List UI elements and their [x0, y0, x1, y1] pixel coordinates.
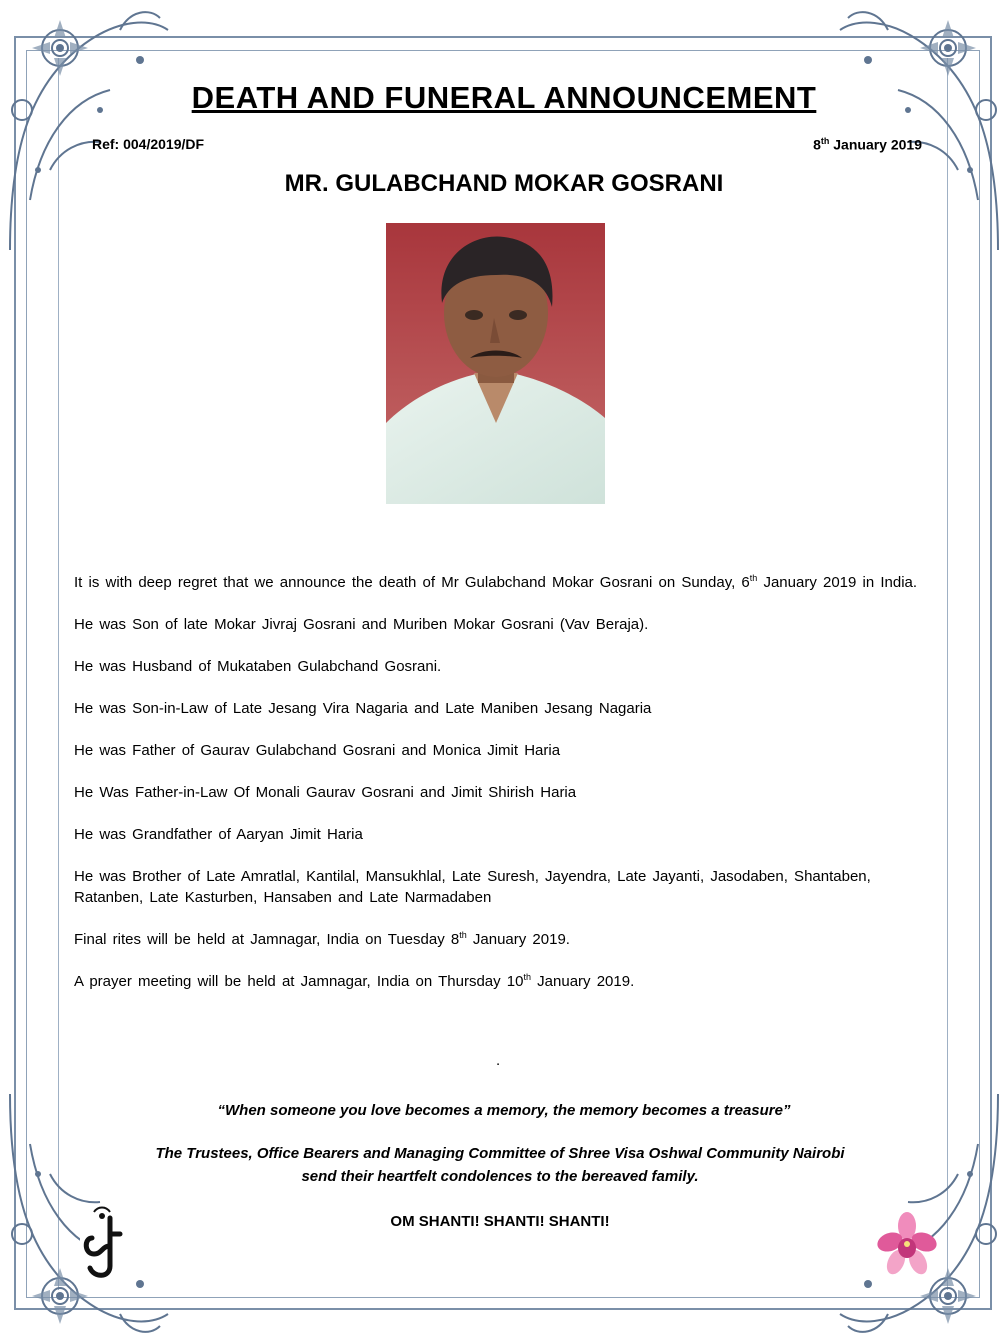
children-in-law-paragraph: He Was Father-in-Law Of Monali Gaurav Gosrani and Jimit Shirish Haria	[74, 784, 577, 801]
deceased-portrait-photo	[386, 223, 605, 504]
separator-dot: .	[496, 1052, 501, 1069]
jain-symbol-logo-icon	[80, 1206, 130, 1284]
parents-paragraph: He was Son of late Mokar Jivraj Gosrani and Muriben Mokar Gosrani (Vav Beraja).	[74, 616, 649, 633]
floral-corner-ornament-icon	[0, 0, 170, 260]
reference-number: Ref: 004/2019/DF	[92, 136, 205, 152]
ordinal-suffix: th	[459, 930, 467, 940]
floral-corner-ornament-icon	[838, 0, 1008, 260]
final-rites-paragraph	[74, 929, 933, 950]
om-shanti-text: OM SHANTI! SHANTI! SHANTI!	[390, 1213, 610, 1230]
condolence-line: The Trustees, Office Bearers and Managing Committee of Shree Visa Oshwal Community Nairobi	[155, 1145, 845, 1162]
paragraph-text: It is with deep regret that we announce the death of Mr Gulabchand Mokar Gosrani on Sunday, 6	[74, 574, 750, 591]
ordinal-suffix: th	[523, 972, 531, 982]
paragraph-text: A prayer meeting will be held at Jamnagar, India on Thursday 10	[74, 973, 524, 990]
children-paragraph: He was Father of Gaurav Gulabchand Gosrani and Monica Jimit Haria	[74, 742, 561, 759]
ordinal-suffix: th	[749, 573, 758, 583]
paragraph-text: Final rites will be held at Jamnagar, India on Tuesday 8	[74, 931, 460, 948]
announcement-body	[74, 572, 933, 1013]
paragraph-text: January 2019 in India.	[757, 574, 918, 591]
pink-orchid-icon	[876, 1212, 938, 1280]
death-announcement-paragraph	[74, 572, 933, 593]
in-laws-paragraph: He was Son-in-Law of Late Jesang Vira Nagaria and Late Maniben Jesang Nagaria	[74, 700, 652, 717]
memorial-quote: “When someone you love becomes a memory, the memory becomes a treasure”	[217, 1102, 791, 1119]
paragraph-text: January 2019.	[466, 931, 570, 948]
date-day: 8	[813, 136, 821, 153]
condolence-line: send their heartfelt condolences to the bereaved family.	[301, 1168, 699, 1185]
siblings-paragraph: He was Brother of Late Amratlal, Kantilal, Mansukhlal, Late Suresh, Jayendra, Late Jayanti, Jasodaben, Shantaben, Ratanben, Late Kasturben, Hansaben and Late Narmadaben	[74, 868, 871, 906]
spouse-paragraph: He was Husband of Mukataben Gulabchand Gosrani.	[74, 658, 442, 675]
announcement-date	[813, 136, 922, 153]
paragraph-text: January 2019.	[531, 973, 635, 990]
condolence-message	[0, 1142, 1000, 1188]
grandchildren-paragraph: He was Grandfather of Aaryan Jimit Haria	[74, 826, 363, 843]
deceased-name: MR. GULABCHAND MOKAR GOSRANI	[284, 170, 724, 197]
date-month-year: January 2019	[829, 136, 922, 153]
prayer-meeting-paragraph	[74, 971, 933, 992]
announcement-title: DEATH AND FUNERAL ANNOUNCEMENT	[191, 80, 817, 115]
date-suffix: th	[820, 136, 830, 146]
